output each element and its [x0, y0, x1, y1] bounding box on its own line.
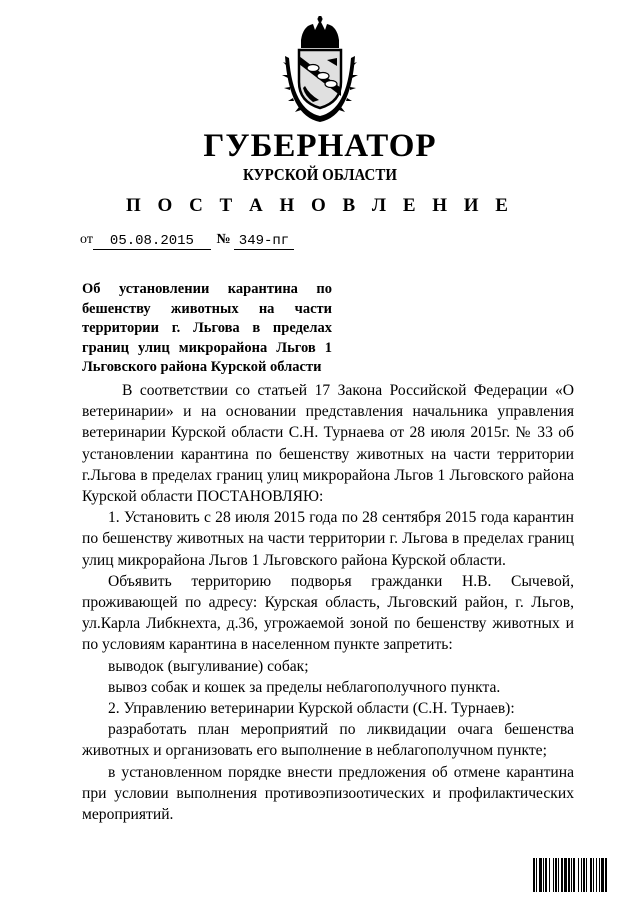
task-2-paragraph: в установленном порядке внести предложения об отмене карантина при условии выполнения противоэпизоотических и профилактических мероприятий.: [82, 763, 574, 824]
date-number-line: [80, 230, 294, 250]
item-2-paragraph: 2. Управлению ветеринарии Курской области (С.Н. Турнаев):: [108, 700, 515, 718]
preamble-paragraph: В соответствии со статьей 17 Закона Российской Федерации «О ветеринарии» и на основании представления начальника управления ветеринарии Курской области С.Н. Турнаева от 28 июля 2015г. № 33 об установлении карантина по бешенству животных на части территории г.Льгова в пределах границ улиц микрорайона Льгов 1 Льговского района Курской области ПОСТАНОВЛЯЮ:: [82, 382, 574, 506]
barcode-icon: [533, 858, 629, 892]
subject-block: [82, 280, 332, 378]
authority-title: ГУБЕРНАТОР: [203, 128, 437, 164]
number-label: №: [216, 232, 231, 247]
declare-paragraph: Объявить территорию подворья гражданки Н.В. Сычевой, проживающей по адресу: Курская область, Льговский район, г. Льгов, ул.Карла Либкнехта, д.36, угрожаемой зоной по бешенству животных и по условиям карантина в населенном пункте запретить:: [82, 572, 574, 654]
coat-of-arms-icon: [279, 16, 361, 126]
document-number: 349-пг: [234, 233, 294, 250]
task-1-paragraph: разработать план мероприятий по ликвидации очага бешенства животных и организовать его выполнение в неблагополучном пункте;: [82, 721, 574, 760]
item-1-paragraph: 1. Установить с 28 июля 2015 года по 28 сентября 2015 года карантин по бешенству животных на части территории г. Льгова в пределах границ улиц микрорайона Льгов 1 Льговского района Курской области.: [82, 509, 574, 569]
document-type-heading: П О С Т А Н О В Л Е Н И Е: [126, 195, 514, 216]
ban-1-paragraph: выводок (выгуливание) собак;: [108, 657, 309, 675]
region-subtitle: КУРСКОЙ ОБЛАСТИ: [243, 165, 397, 184]
ban-2-paragraph: вывоз собак и кошек за пределы неблагополучного пункта.: [108, 678, 501, 696]
from-label: от: [80, 232, 93, 247]
subject-line: бешенству животных на части: [82, 300, 332, 317]
subject-line: границ улиц микрорайона Льгов 1: [82, 339, 332, 356]
subject-line: Об установлении карантина по: [82, 281, 332, 297]
document-body: [82, 380, 574, 825]
document-date: 05.08.2015: [93, 233, 211, 250]
subject-line: территории г. Льгова в пределах: [82, 320, 332, 337]
subject-line: Льговского района Курской области: [82, 359, 322, 376]
